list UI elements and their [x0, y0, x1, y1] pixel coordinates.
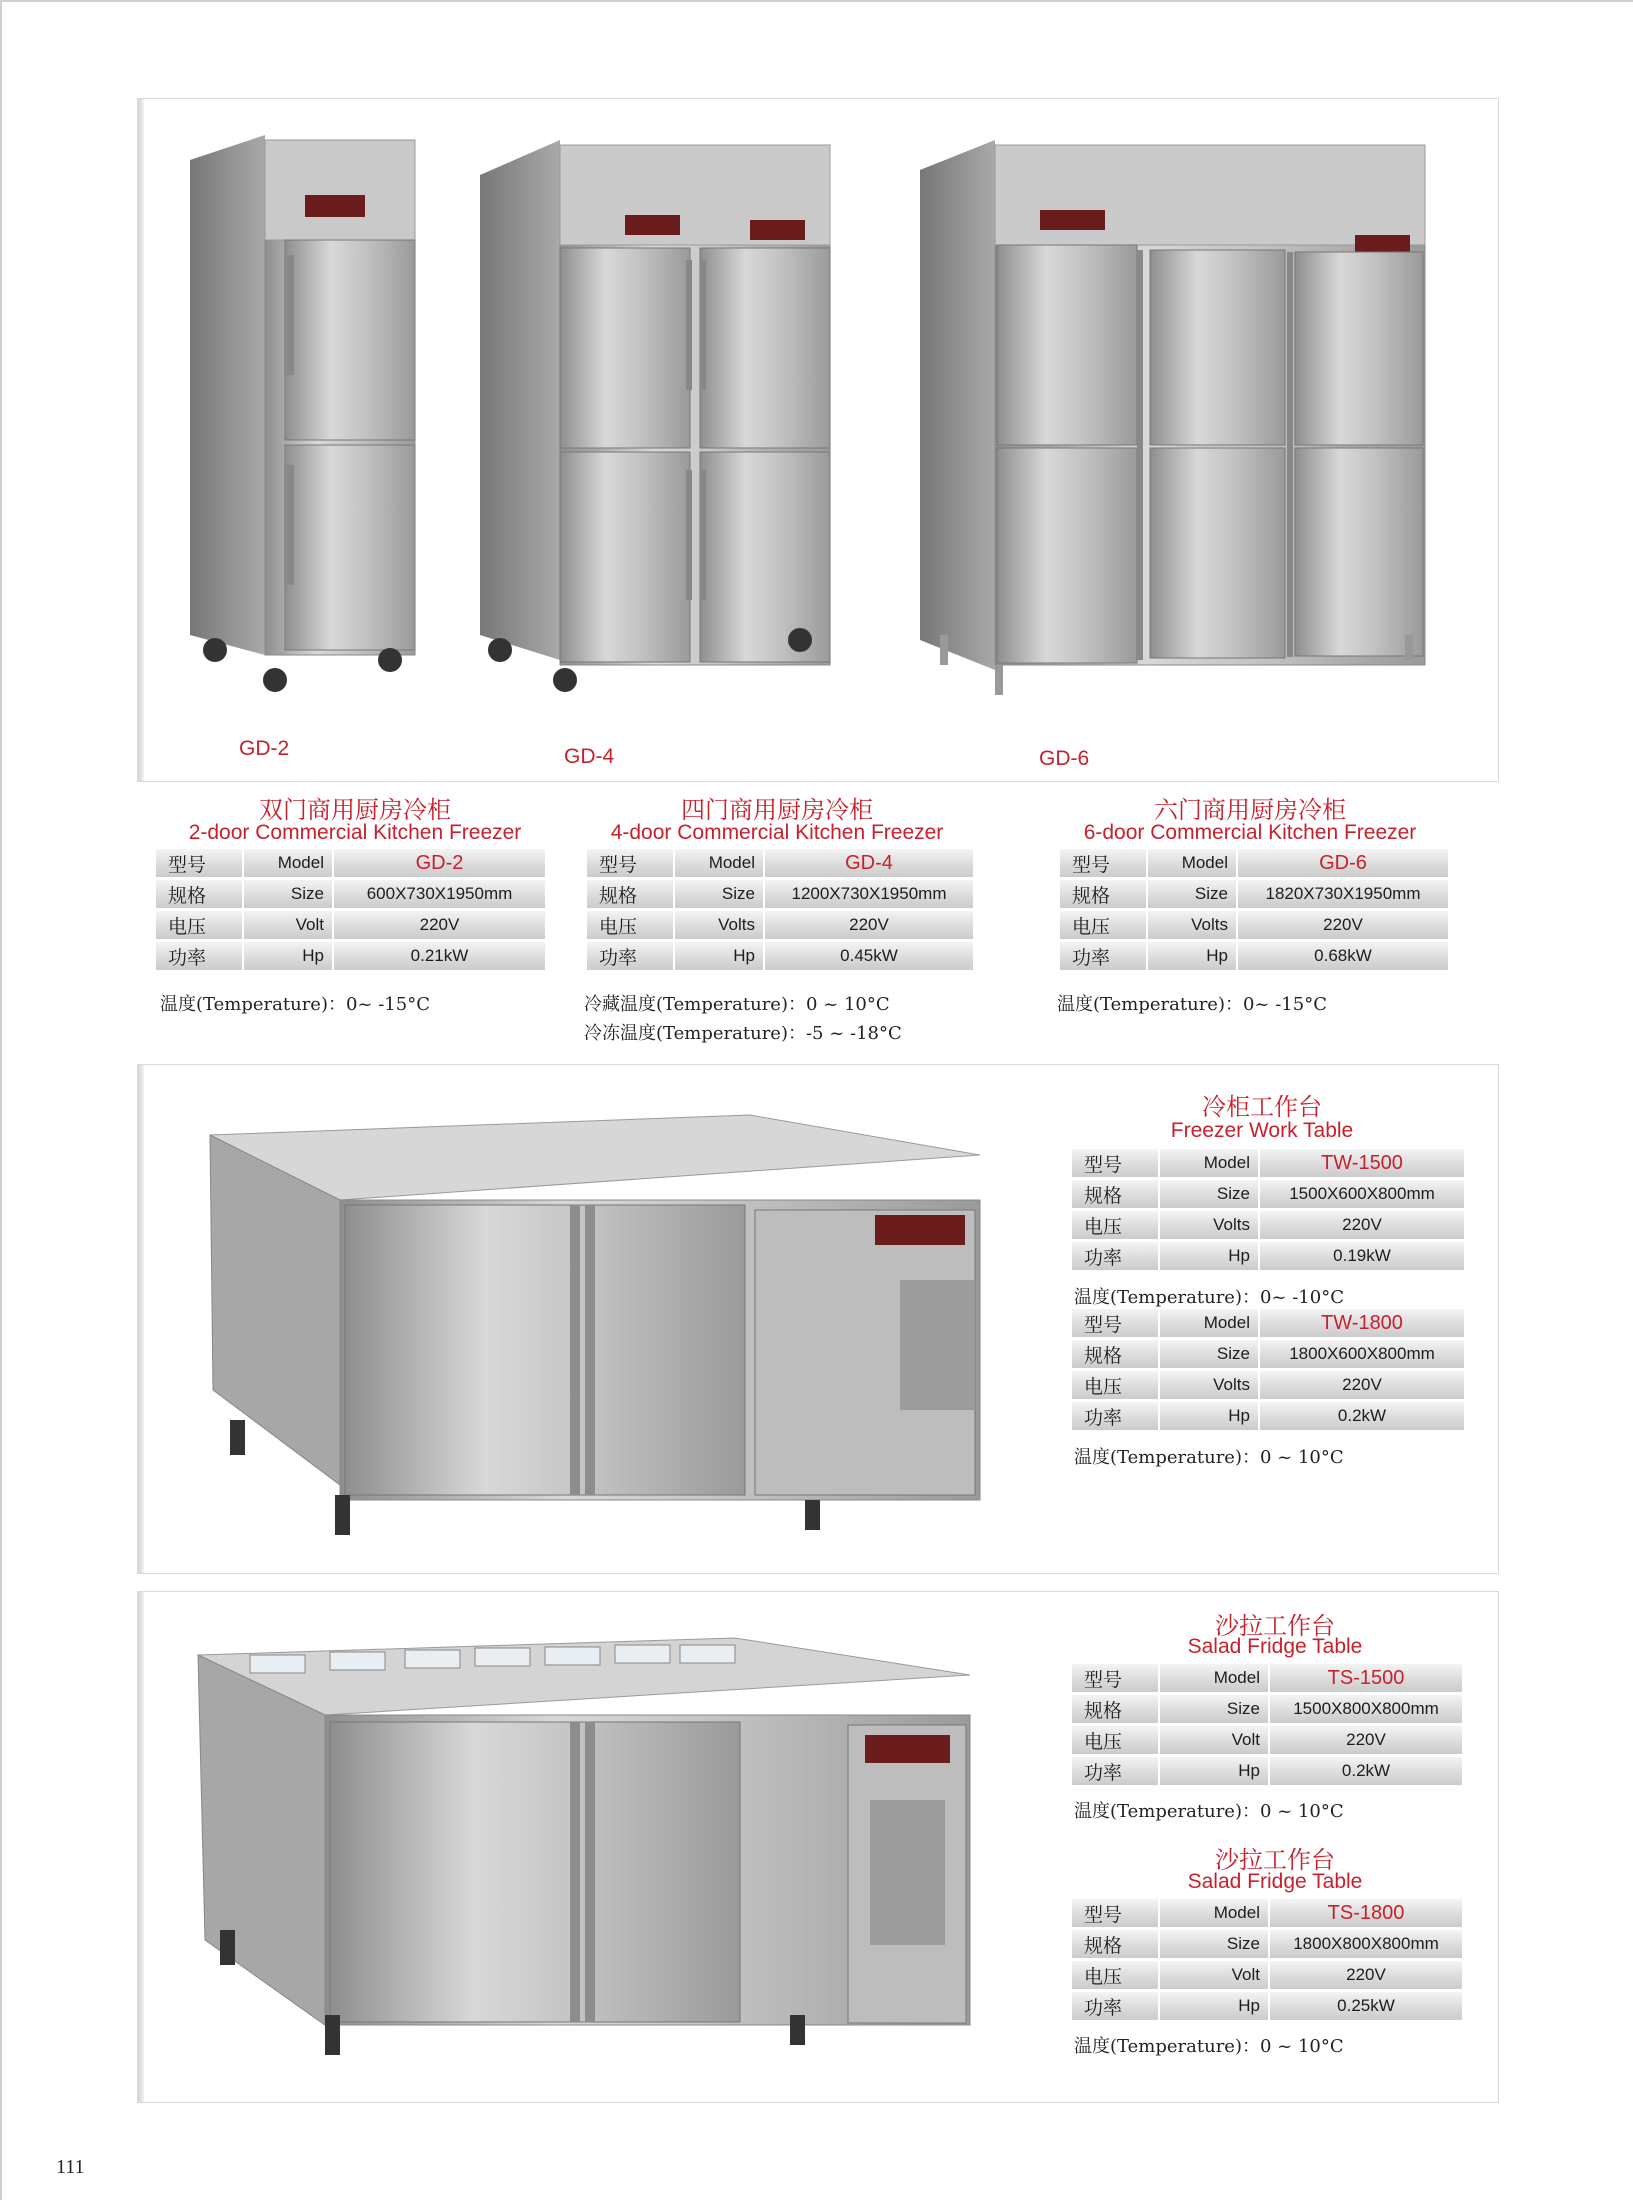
page-number: 111 [56, 2156, 85, 2178]
spec-label-en: Model [675, 849, 765, 877]
table-row [1072, 1211, 1464, 1239]
product-tag: GD-6 [1039, 747, 1090, 770]
spec-value: 0.25kW [1270, 1992, 1462, 2020]
section-title-cn: 沙拉工作台 [1215, 1612, 1335, 1640]
product-title-en: 2-door Commercial Kitchen Freezer [188, 821, 522, 844]
temperature-note: 冷藏温度(Temperature)：0 ~ 10°C [584, 994, 890, 1015]
table-row [1072, 1371, 1464, 1399]
spec-label-cn: 规格 [1072, 1695, 1160, 1723]
spec-table-gd4 [587, 846, 973, 973]
spec-label-cn: 型号 [156, 849, 244, 877]
spec-value: 1500X800X800mm [1270, 1695, 1462, 1723]
spec-label-en: Volts [1160, 1371, 1260, 1399]
spec-label-cn: 型号 [587, 849, 675, 877]
freezer-gd4-image [460, 140, 850, 710]
table-row [1072, 1757, 1462, 1785]
freezer-gd6-image [915, 140, 1440, 710]
table-row [587, 849, 973, 877]
spec-value: 0.19kW [1260, 1242, 1464, 1270]
temperature-note: 温度(Temperature)：0~ -15°C [160, 994, 430, 1015]
spec-label-cn: 功率 [1060, 942, 1148, 970]
table-row [1060, 942, 1448, 970]
table-row [1072, 1242, 1464, 1270]
spec-label-cn: 规格 [1072, 1340, 1160, 1368]
temperature-note: 温度(Temperature)：0 ~ 10°C [1074, 1447, 1344, 1468]
table-row [156, 942, 545, 970]
table-row [1072, 1340, 1464, 1368]
spec-value: 1800X800X800mm [1270, 1930, 1462, 1958]
salad-fridge-table-image [165, 1630, 995, 2060]
spec-label-cn: 功率 [156, 942, 244, 970]
spec-label-cn: 规格 [1072, 1180, 1160, 1208]
page-edge [0, 0, 1633, 2]
spec-label-cn: 电压 [1072, 1371, 1160, 1399]
section-title-cn: 沙拉工作台 [1215, 1846, 1335, 1874]
table-row [1072, 1180, 1464, 1208]
spec-label-cn: 电压 [587, 911, 675, 939]
spec-value: TW-1500 [1260, 1149, 1464, 1177]
table-row [1072, 1309, 1464, 1337]
spec-label-en: Hp [1160, 1242, 1260, 1270]
spec-label-en: Hp [1160, 1992, 1270, 2020]
spec-label-cn: 功率 [1072, 1402, 1160, 1430]
temperature-note: 温度(Temperature)：0 ~ 10°C [1074, 1801, 1344, 1822]
spec-label-en: Size [1160, 1180, 1260, 1208]
product-title-en: 6-door Commercial Kitchen Freezer [1083, 821, 1417, 844]
spec-value: 0.2kW [1270, 1757, 1462, 1785]
product-tag: GD-4 [564, 745, 615, 768]
table-row [1072, 1402, 1464, 1430]
table-row [1072, 1930, 1462, 1958]
spec-value: 220V [765, 911, 973, 939]
spec-label-cn: 规格 [587, 880, 675, 908]
spec-table-ts1800 [1072, 1896, 1462, 2023]
temperature-note: 冷冻温度(Temperature)：-5 ~ -18°C [584, 1023, 902, 1044]
spec-table-tw1800 [1072, 1306, 1464, 1433]
spec-label-en: Size [675, 880, 765, 908]
spec-label-en: Size [244, 880, 334, 908]
spec-label-cn: 规格 [1060, 880, 1148, 908]
spec-label-cn: 电压 [1072, 1211, 1160, 1239]
spec-label-cn: 功率 [587, 942, 675, 970]
spec-label-en: Model [1160, 1149, 1260, 1177]
spec-label-en: Hp [244, 942, 334, 970]
table-row [587, 911, 973, 939]
spec-value: 220V [1260, 1211, 1464, 1239]
table-row [1072, 1992, 1462, 2020]
product-title-en: 4-door Commercial Kitchen Freezer [610, 821, 944, 844]
spec-value: 0.68kW [1238, 942, 1448, 970]
spec-value: 1200X730X1950mm [765, 880, 973, 908]
spec-label-cn: 规格 [156, 880, 244, 908]
spec-label-cn: 型号 [1072, 1149, 1160, 1177]
spec-label-en: Size [1160, 1340, 1260, 1368]
temperature-note: 温度(Temperature)：0~ -10°C [1074, 1287, 1344, 1308]
spec-label-cn: 功率 [1072, 1992, 1160, 2020]
spec-label-cn: 电压 [156, 911, 244, 939]
spec-label-en: Hp [1160, 1757, 1270, 1785]
table-row [1060, 911, 1448, 939]
table-row [1072, 1664, 1462, 1692]
product-title-cn: 双门商用厨房冷柜 [259, 796, 451, 824]
table-row [156, 880, 545, 908]
spec-value: 0.45kW [765, 942, 973, 970]
spec-label-cn: 规格 [1072, 1930, 1160, 1958]
spec-label-cn: 电压 [1060, 911, 1148, 939]
table-row [1060, 849, 1448, 877]
spec-value: 1500X600X800mm [1260, 1180, 1464, 1208]
spec-label-en: Volt [1160, 1726, 1270, 1754]
spec-table-ts1500 [1072, 1661, 1462, 1788]
spec-value: TS-1500 [1270, 1664, 1462, 1692]
table-row [1072, 1961, 1462, 1989]
spec-label-en: Size [1148, 880, 1238, 908]
product-title-cn: 六门商用厨房冷柜 [1154, 796, 1346, 824]
table-row [156, 911, 545, 939]
table-row [1060, 880, 1448, 908]
spec-label-en: Volt [1160, 1961, 1270, 1989]
table-row [156, 849, 545, 877]
spec-label-en: Size [1160, 1695, 1270, 1723]
spec-label-en: Hp [675, 942, 765, 970]
spec-value: TW-1800 [1260, 1309, 1464, 1337]
spec-table-gd2 [156, 846, 545, 973]
section-title-en: Freezer Work Table [1170, 1119, 1354, 1142]
spec-value: TS-1800 [1270, 1899, 1462, 1927]
spec-label-en: Model [1160, 1309, 1260, 1337]
spec-value: 1820X730X1950mm [1238, 880, 1448, 908]
spec-label-cn: 型号 [1072, 1309, 1160, 1337]
table-row [1072, 1695, 1462, 1723]
temperature-note: 温度(Temperature)：0 ~ 10°C [1074, 2036, 1344, 2057]
freezer-work-table-image [165, 1100, 1005, 1540]
spec-label-cn: 型号 [1072, 1664, 1160, 1692]
spec-label-cn: 电压 [1072, 1961, 1160, 1989]
spec-label-cn: 型号 [1060, 849, 1148, 877]
product-tag: GD-2 [239, 737, 290, 760]
spec-label-cn: 电压 [1072, 1726, 1160, 1754]
page-edge [0, 0, 2, 2200]
spec-table-gd6 [1060, 846, 1448, 973]
spec-value: 0.2kW [1260, 1402, 1464, 1430]
spec-value: GD-2 [334, 849, 545, 877]
spec-label-en: Size [1160, 1930, 1270, 1958]
table-row [587, 880, 973, 908]
spec-label-cn: 功率 [1072, 1757, 1160, 1785]
temperature-note: 温度(Temperature)：0~ -15°C [1057, 994, 1327, 1015]
spec-value: 0.21kW [334, 942, 545, 970]
spec-label-en: Volts [1148, 911, 1238, 939]
section-title-en: Salad Fridge Table [1187, 1870, 1363, 1893]
panel-shade [138, 1065, 144, 1573]
table-row [1072, 1726, 1462, 1754]
spec-value: GD-6 [1238, 849, 1448, 877]
spec-value: GD-4 [765, 849, 973, 877]
panel-shade [138, 1592, 144, 2102]
spec-value: 220V [1238, 911, 1448, 939]
spec-label-en: Model [1148, 849, 1238, 877]
product-title-cn: 四门商用厨房冷柜 [681, 796, 873, 824]
spec-value: 600X730X1950mm [334, 880, 545, 908]
section-title-en: Salad Fridge Table [1187, 1635, 1363, 1658]
spec-table-tw1500 [1072, 1146, 1464, 1273]
spec-label-en: Volts [1160, 1211, 1260, 1239]
panel-shade [138, 99, 144, 781]
spec-label-en: Hp [1148, 942, 1238, 970]
table-row [1072, 1149, 1464, 1177]
spec-value: 220V [334, 911, 545, 939]
spec-value: 220V [1270, 1961, 1462, 1989]
section-title-cn: 冷柜工作台 [1202, 1093, 1322, 1121]
spec-label-cn: 型号 [1072, 1899, 1160, 1927]
table-row [1072, 1899, 1462, 1927]
spec-value: 220V [1260, 1371, 1464, 1399]
spec-label-en: Volt [244, 911, 334, 939]
spec-label-cn: 功率 [1072, 1242, 1160, 1270]
spec-label-en: Model [1160, 1899, 1270, 1927]
spec-label-en: Volts [675, 911, 765, 939]
spec-value: 220V [1270, 1726, 1462, 1754]
freezer-gd2-image [185, 135, 425, 710]
table-row [587, 942, 973, 970]
spec-label-en: Model [244, 849, 334, 877]
spec-label-en: Model [1160, 1664, 1270, 1692]
spec-value: 1800X600X800mm [1260, 1340, 1464, 1368]
spec-label-en: Hp [1160, 1402, 1260, 1430]
